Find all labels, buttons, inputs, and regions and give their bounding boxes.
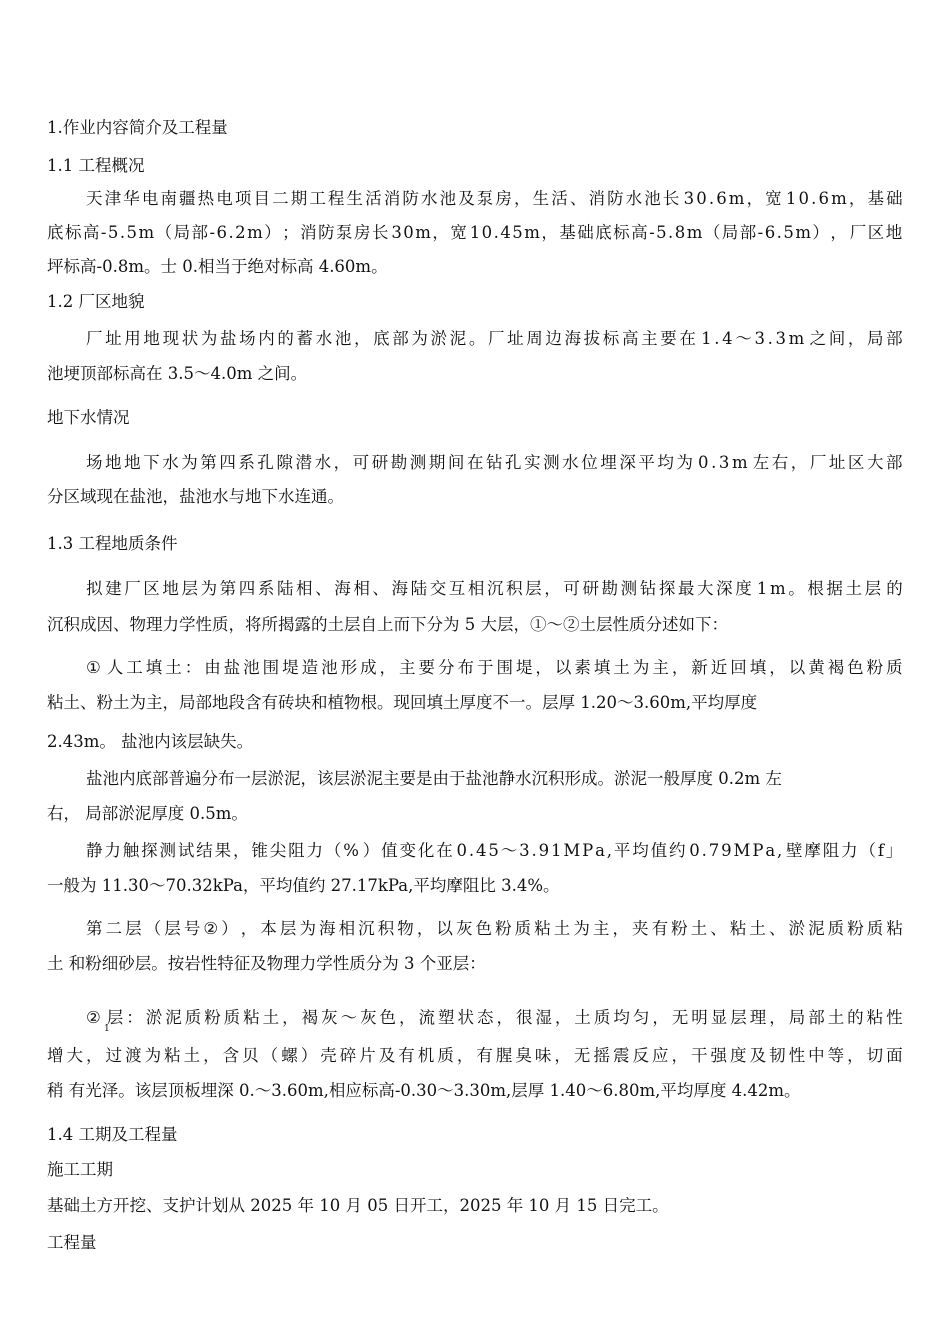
paragraph-line: 稍 有光泽。该层顶板埋深 0.〜3.60m,相应标高-0.30〜3.30m,层厚 1.40〜6.80m,平均厚度 4.42m。 [47, 1081, 801, 1100]
paragraph-line: 盐池内底部普遍分布一层淤泥，该层淤泥主要是由于盐池静水沉积形成。淤泥一般厚度 0.2m 左 [86, 769, 782, 788]
paragraph-line: ① 人 工 填 土 ： 由 盐 池 围 堤 造 池 形 成 ， 主 要 分 布 于 围 堤 ， 以 素 填 土 为 主 ， 新 近 回 填 ， 以 黄 褐 色 粉 质 [86, 658, 903, 677]
paragraph-line: 池埂顶部标高在 3.5〜4.0m 之间。 [47, 364, 308, 383]
paragraph-line: 沉积成因、物理力学性质，将所揭露的土层自上而下分为 5 大层，①〜②土层性质分述如下： [47, 615, 728, 634]
paragraph-line: 场 地 地 下 水 为 第 四 系 孔 隙 潜 水 ， 可 研 勘 测 期 间 在 钻 孔 实 测 水 位 埋 深 平 均 为 0 . 3 m 左 右 ， 厂 址 区 大 部 [86, 453, 903, 472]
paragraph-line: 一般为 11.30〜70.32kPa，平均值约 27.17kPa,平均摩阻比 3.4%。 [47, 876, 560, 895]
paragraph-line: 土 和粉细砂层。按岩性特征及物理力学性质分为 3 个亚层： [47, 954, 486, 973]
paragraph-line: 右， 局部淤泥厚度 0.5m。 [47, 804, 248, 823]
subheading-groundwater: 地下水情况 [47, 408, 130, 427]
section-heading-1-2: 1.2 厂区地貌 [47, 292, 145, 311]
paragraph-line: 增 大 ， 过 渡 为 粘 土 ， 含 贝 （ 螺 ） 壳 碎 片 及 有 机 质 ， 有 腥 臭 味 ， 无 摇 震 反 应 ， 干 强 度 及 韧 性 中 等 ， 切 面 [47, 1046, 903, 1065]
paragraph-line: 2.43m。 盐池内该层缺失。 [47, 732, 254, 751]
section-heading-1: 1.作业内容简介及工程量 [47, 118, 228, 137]
paragraph-line: 拟 建 厂 区 地 层 为 第 四 系 陆 相 、 海 相 、 海 陆 交 互 相 沉 积 层 ， 可 研 勘 测 钻 探 最 大 深 度 1 m 。 根 据 土 层 的 [86, 579, 903, 598]
paragraph-line: 天 津 华 电 南 疆 热 电 项 目 二 期 工 程 生 活 消 防 水 池 及 泵 房 ， 生 活 、 消 防 水 池 长 3 0 . 6 m ， 宽 1 0 . 6 m ， 基 础 [86, 189, 903, 208]
section-heading-1-3: 1.3 工程地质条件 [47, 534, 178, 553]
subheading-schedule: 施工工期 [47, 1160, 113, 1179]
paragraph-line: 坪标高-0.8m。士 0.相当于绝对标高 4.60m。 [47, 257, 388, 276]
paragraph-line: 粘土、粉土为主，局部地段含有砖块和植物根。现回填土厚度不一。层厚 1.20〜3.60m,平均厚度 [47, 693, 758, 712]
paragraph-line: 基础土方开挖、支护计划从 2025 年 10 月 05 日开工，2025 年 10 月 15 日完工。 [47, 1196, 669, 1215]
paragraph-line: 静 力 触 探 测 试 结 果 ， 锥 尖 阻 力 （ % ） 值 变 化 在 0 . 4 5 〜 3 . 9 1 M P a , 平 均 值 约 0 . 7 9 M P a , 壁 摩 阻 力 （ f 」 [86, 841, 903, 860]
paragraph-line: 厂 址 用 地 现 状 为 盐 场 内 的 蓄 水 池 ， 底 部 为 淤 泥 。 厂 址 周 边 海 拔 标 高 主 要 在 1 . 4 〜 3 . 3 m 之 间 ， 局 部 [86, 329, 903, 348]
paragraph-line: 底 标 高 - 5 . 5 m （ 局 部 - 6 . 2 m ） ； 消 防 泵 房 长 3 0 m ， 宽 1 0 . 4 5 m ， 基 础 底 标 高 - 5 . 8 m （ 局 部 - 6 . 5 m ） ， 厂 区 地 [47, 223, 903, 242]
paragraph-line: 分区域现在盐池，盐池水与地下水连通。 [47, 487, 344, 506]
section-heading-1-1: 1.1 工程概况 [47, 156, 145, 175]
paragraph-line: ② 层 ： 淤 泥 质 粉 质 粘 土 ， 褐 灰 〜 灰 色 ， 流 塑 状 态 ， 很 湿 ， 土 质 均 匀 ， 无 明 显 层 理 ， 局 部 土 的 粘 性 [86, 1008, 903, 1027]
subscript-mark: 1 [104, 1024, 110, 1034]
section-heading-1-4: 1.4 工期及工程量 [47, 1125, 178, 1144]
paragraph-line: 第 二 层 （ 层 号 ② ） ， 本 层 为 海 相 沉 积 物 ， 以 灰 色 粉 质 粘 土 为 主 ， 夹 有 粉 土 、 粘 土 、 淤 泥 质 粉 质 粘 [86, 919, 903, 938]
subheading-quantity: 工程量 [47, 1233, 97, 1252]
